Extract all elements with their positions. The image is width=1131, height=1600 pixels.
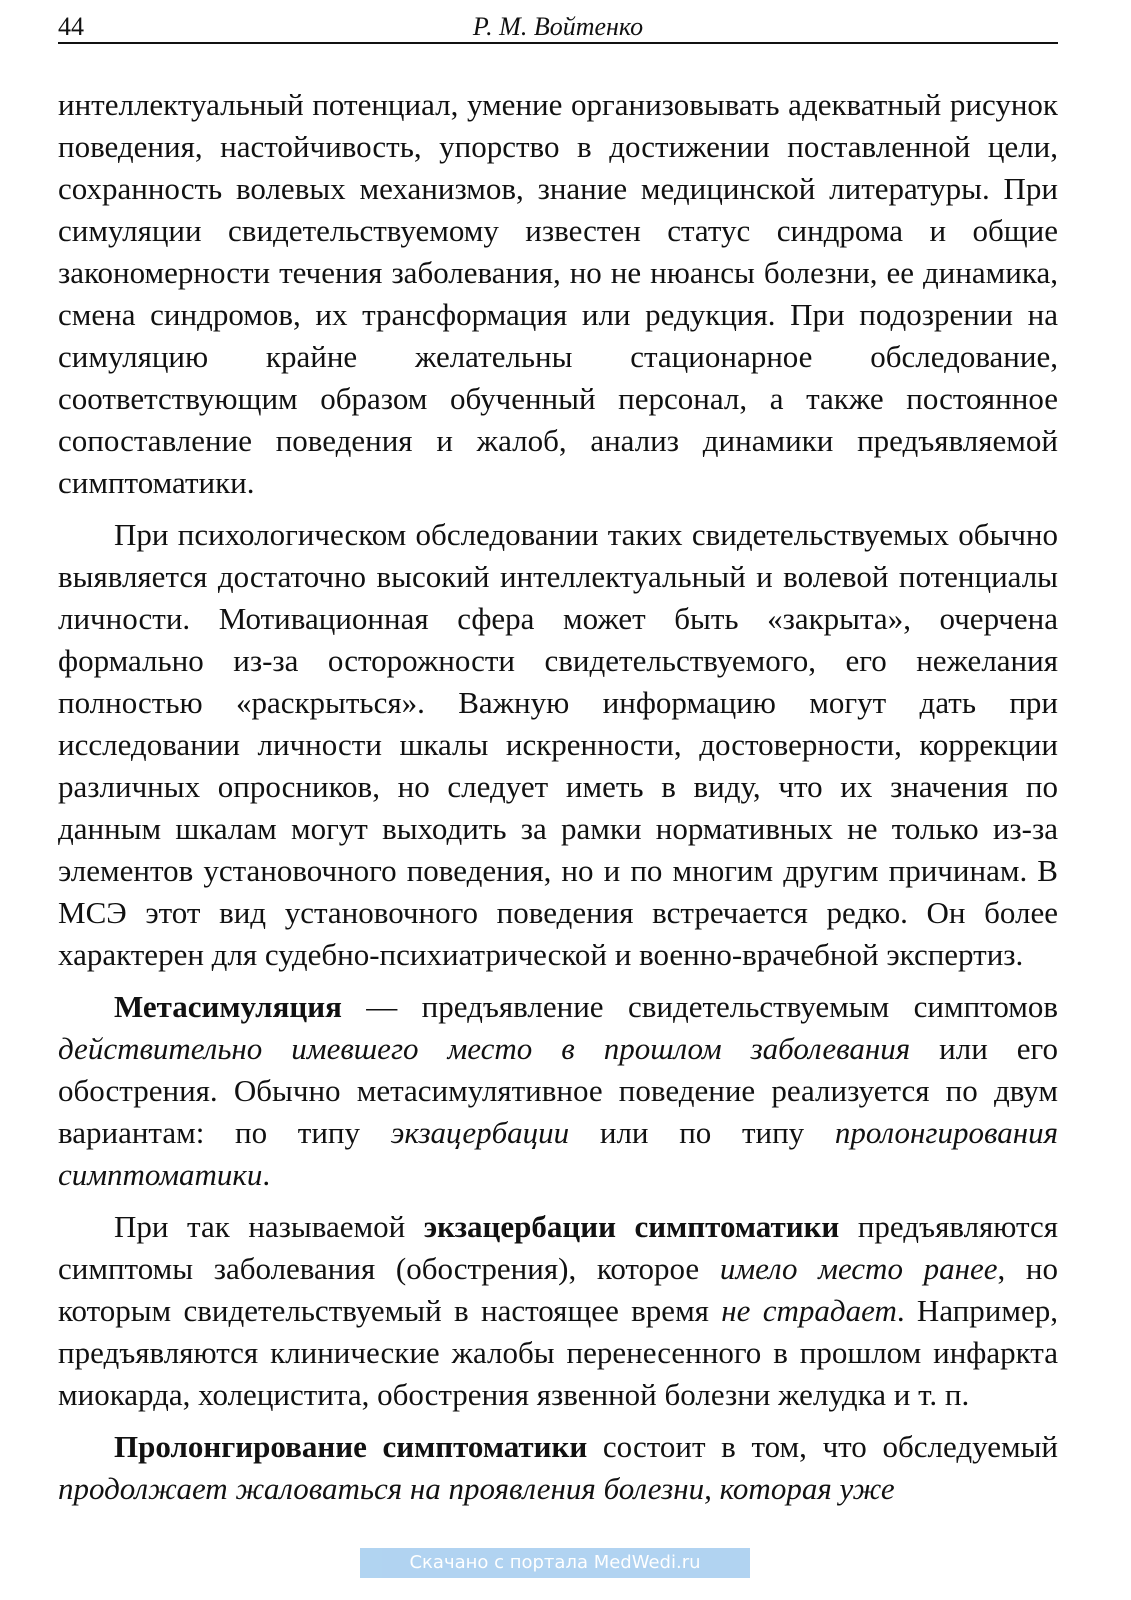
term-prolongation-symptoms: Пролонгирование симптоматики bbox=[114, 1429, 588, 1464]
paragraph-5 bbox=[58, 1426, 1058, 1510]
paragraph-3-text-3: или по типу bbox=[569, 1115, 835, 1150]
term-metasimulation: Метасимуляция bbox=[114, 989, 342, 1024]
emphasis-not-suffering: не страдает bbox=[721, 1293, 897, 1328]
running-head-author: Р. М. Войтенко bbox=[472, 12, 644, 41]
paragraph-3-text-2: или его обострения. Обычно метасимулятивное поведение реализуется по двум вариантам: по типу bbox=[58, 1031, 1058, 1150]
paragraph-3 bbox=[58, 986, 1058, 1196]
paragraph-4 bbox=[58, 1206, 1058, 1416]
paragraph-4-text-3: , но которым свидетельствуемый в настоящее время bbox=[58, 1251, 1058, 1328]
emphasis-earlier: имело место ранее bbox=[719, 1251, 998, 1286]
paragraph-1 bbox=[58, 84, 1058, 504]
emphasis-past-disease: действительно имевшего место в прошлом заболевания bbox=[58, 1031, 911, 1066]
paragraph-5-text-1: состоит в том, что обследуемый bbox=[587, 1429, 1058, 1464]
paragraph-4-text-1: При так называемой bbox=[114, 1209, 424, 1244]
paragraph-3-text-4: . bbox=[262, 1157, 271, 1192]
body-text bbox=[58, 84, 1058, 1520]
paragraph-3-text-1: — предъявление свидетельствуемым симптомов bbox=[341, 989, 1058, 1024]
paragraph-4-text-2: предъявляются симптомы заболевания (обострения), которое bbox=[58, 1209, 1058, 1286]
term-exacerbation-symptoms: экзацербации симптоматики bbox=[423, 1209, 840, 1244]
page-header bbox=[58, 8, 1058, 44]
emphasis-exacerbation: экзацербации bbox=[390, 1115, 570, 1150]
watermark-banner: Скачано с портала MedWedi.ru bbox=[360, 1548, 750, 1578]
emphasis-prolongation: пролонгирования симптоматики bbox=[58, 1115, 1058, 1192]
paragraph-4-text-4: . Например, предъявляются клинические жалобы перенесенного в прошлом инфаркта миокарда, холецистита, обострения язвенной болезни желудка и т. п. bbox=[58, 1293, 1058, 1412]
paragraph-1-text: интеллектуальный потенциал, умение организовывать адекватный рисунок поведения, настойчивость, упорство в достижении поставленной цели, сохранность волевых механизмов, знание медицинской литературы. При симуляции свидетельствуемому известен статус синдрома и общие закономерности течения заболевания, но не нюансы болезни, ее динамика, смена синдромов, их трансформация или редукция. При подозрении на симуляцию крайне желательны стационарное обследование, соответствующим образом обученный персонал, а также постоянное сопоставление поведения и жалоб, анализ динамики предъявляемой симптоматики. bbox=[58, 87, 1058, 500]
paragraph-2-text: При психологическом обследовании таких свидетельствуемых обычно выявляется достаточно высокий интеллектуальный и волевой потенциалы личности. Мотивационная сфера может быть «закрыта», очерчена формально из-за осторожности свидетельствуемого, его нежелания полностью «раскрыться». Важную информацию могут дать при исследовании личности шкалы искренности, достоверности, коррекции различных опросников, но следует иметь в виду, что их значения по данным шкалам могут выходить за рамки нормативных не только из-за элементов установочного поведения, но и по многим другим причинам. В МСЭ этот вид установочного поведения встречается редко. Он более характерен для судебно-психиатрической и военно-врачебной экспертиз. bbox=[58, 517, 1058, 972]
emphasis-continues-complaining: продолжает жаловаться на проявления болезни, которая уже bbox=[58, 1471, 895, 1506]
page-number: 44 bbox=[58, 12, 84, 41]
paragraph-2 bbox=[58, 514, 1058, 976]
